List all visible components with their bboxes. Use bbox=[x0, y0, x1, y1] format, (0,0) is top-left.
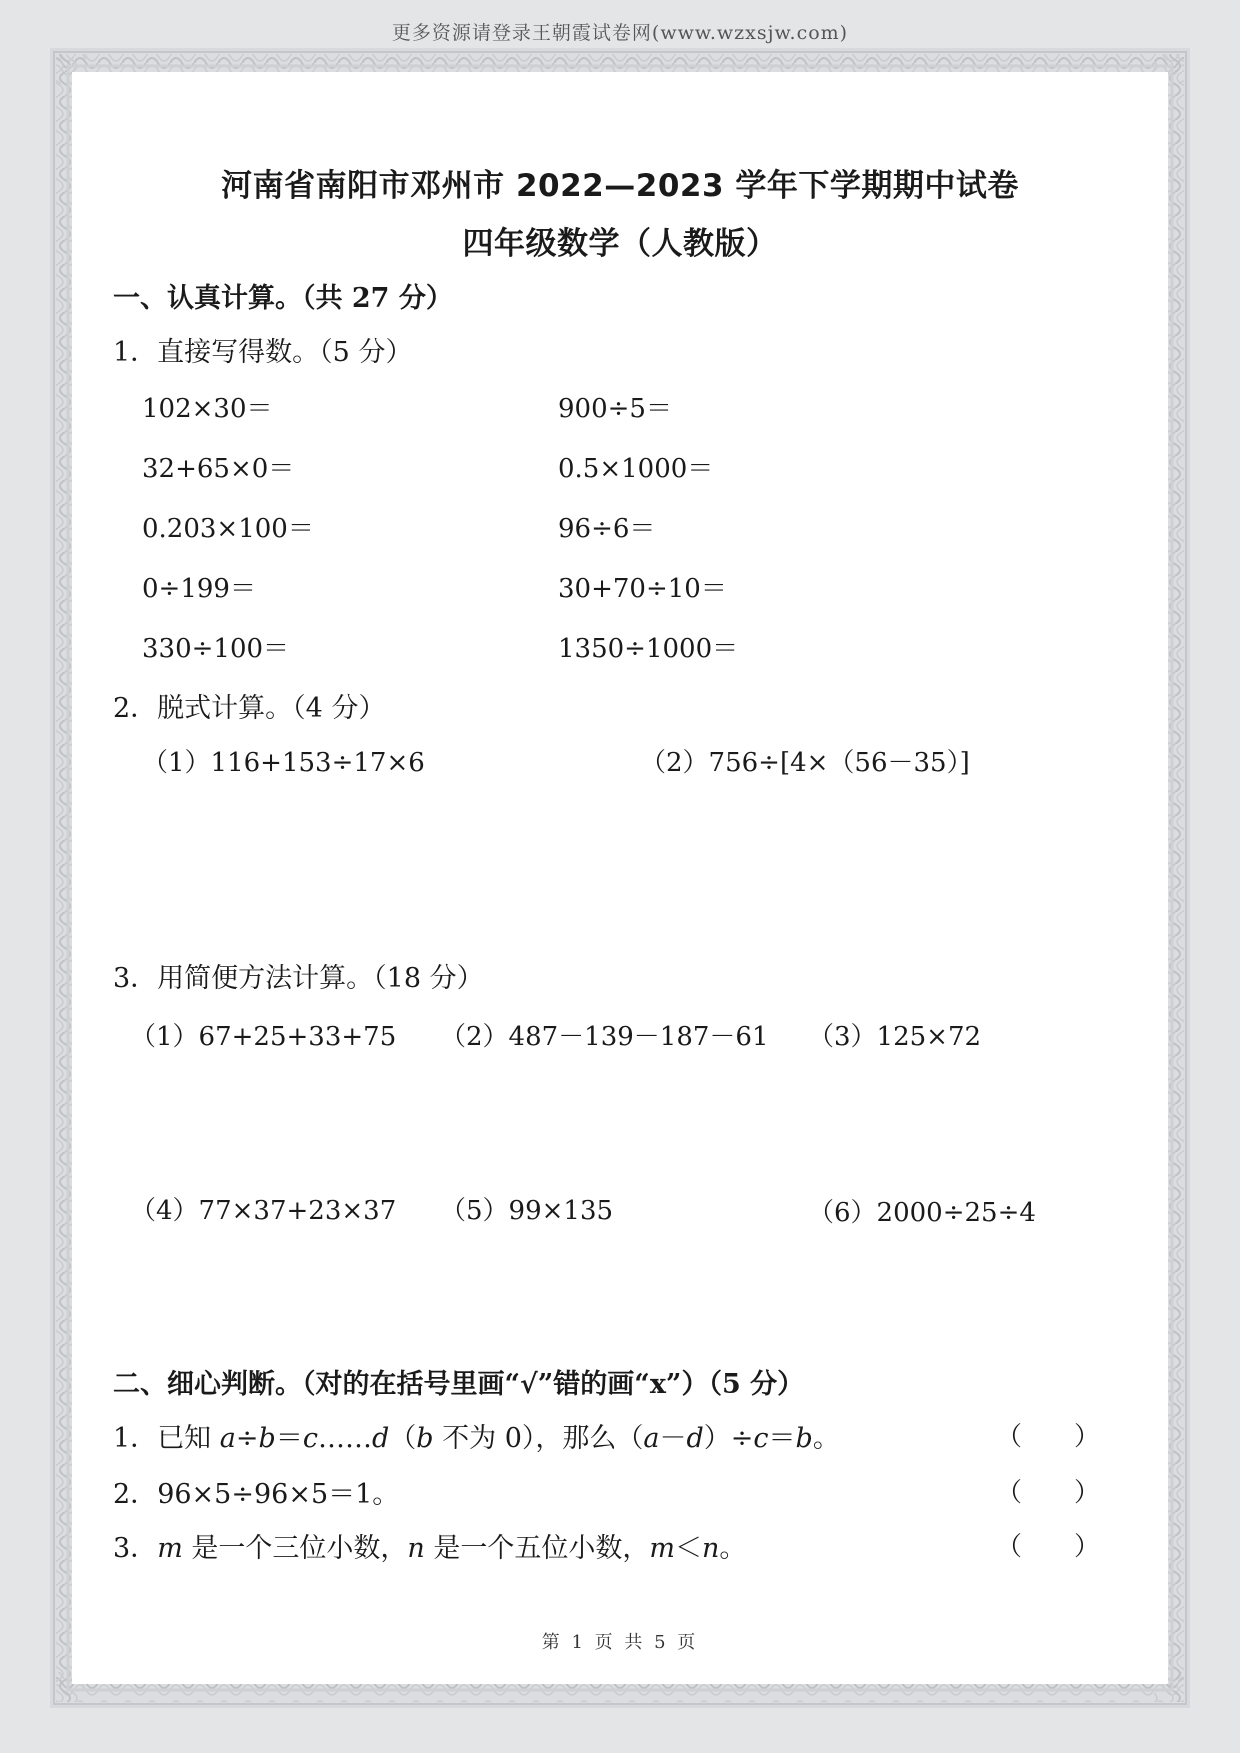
q3-label: 3．用简便方法计算。（18 分） bbox=[113, 963, 484, 994]
q3-item: （5）99×135 bbox=[440, 1196, 614, 1226]
judge-item-1: 1．已知 a÷b＝c……d（b 不为 0），那么（a－d）÷c＝b。 bbox=[113, 1423, 840, 1454]
q1-item: 0÷199＝ bbox=[142, 574, 256, 604]
q3-item: （2）487－139－187－61 bbox=[440, 1022, 769, 1052]
q3-item: （6）2000÷25÷4 bbox=[808, 1198, 1036, 1228]
q2-item: （2）756÷[4×（56－35）] bbox=[640, 748, 970, 778]
q1-item: 1350÷1000＝ bbox=[558, 634, 739, 664]
q2-item: （1）116+153÷17×6 bbox=[142, 748, 425, 778]
watermark-text: 更多资源请登录王朝霞试卷网(www.wzxsjw.com) bbox=[391, 22, 849, 44]
answer-paren[interactable]: （ ） bbox=[996, 1532, 1101, 1562]
q1-label: 1．直接写得数。（5 分） bbox=[113, 337, 413, 368]
q3-item: （1）67+25+33+75 bbox=[130, 1022, 397, 1052]
answer-paren[interactable]: （ ） bbox=[996, 1478, 1101, 1508]
section1-heading: 一、认真计算。（共 27 分） bbox=[113, 283, 453, 314]
q1-item: 96÷6＝ bbox=[558, 514, 656, 544]
q1-item: 330÷100＝ bbox=[142, 634, 290, 664]
q1-item: 900÷5＝ bbox=[558, 394, 672, 424]
exam-subtitle: 四年级数学（人教版） bbox=[462, 226, 778, 262]
q3-item: （4）77×37+23×37 bbox=[130, 1196, 397, 1226]
page-footer: 第 1 页 共 5 页 bbox=[541, 1632, 699, 1653]
section2-heading: 二、细心判断。（对的在括号里画“√”错的画“x”）（5 分） bbox=[113, 1369, 805, 1400]
q1-item: 0.5×1000＝ bbox=[558, 454, 714, 484]
q3-item: （3）125×72 bbox=[808, 1022, 982, 1052]
q1-item: 0.203×100＝ bbox=[142, 514, 314, 544]
judge-item-2: 2．96×5÷96×5＝1。 bbox=[113, 1479, 400, 1510]
exam-title: 河南省南阳市邓州市 2022—2023 学年下学期期中试卷 bbox=[221, 168, 1019, 204]
q2-label: 2．脱式计算。（4 分） bbox=[113, 693, 386, 724]
q1-item: 32+65×0＝ bbox=[142, 454, 295, 484]
judge-item-3: 3．m 是一个三位小数，n 是一个五位小数，m＜n。 bbox=[113, 1533, 747, 1564]
q1-item: 102×30＝ bbox=[142, 394, 273, 424]
answer-paren[interactable]: （ ） bbox=[996, 1422, 1101, 1452]
q1-item: 30+70÷10＝ bbox=[558, 574, 727, 604]
